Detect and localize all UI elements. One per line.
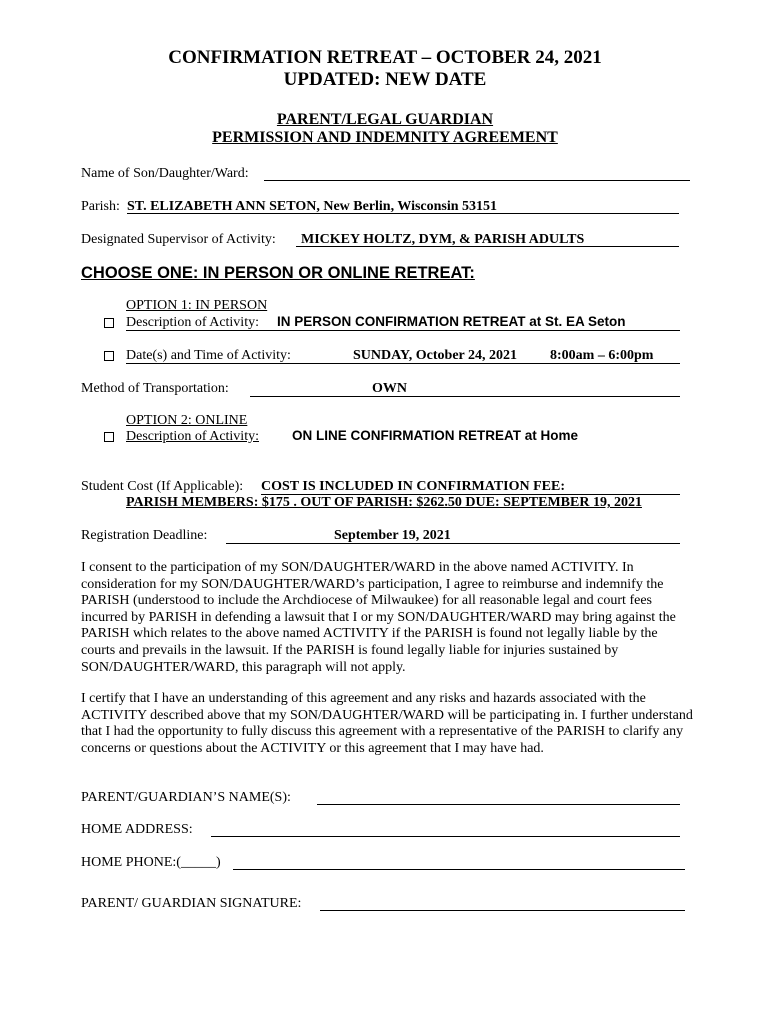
deadline-field <box>226 543 680 544</box>
home-phone-label: HOME PHONE:(_____) <box>81 855 221 870</box>
document-title: CONFIRMATION RETREAT – OCTOBER 24, 2021 <box>168 47 602 68</box>
option1-desc-label: Description of Activity: <box>126 315 259 330</box>
agreement-heading-line2: PERMISSION AND INDEMNITY AGREEMENT <box>212 129 558 146</box>
option2-desc-label: Description of Activity: <box>126 429 259 444</box>
consent-paragraph: I consent to the participation of my SON/DAUGHTER/WARD in the above named ACTIVITY. In consideration for my SON/DAUGHTER/WARD’s participation, I agree to reimburse and indemnify the PARISH (understood to include the Archdiocese of Milwaukee) for all reasonable legal and court fees incurred by PARISH in defending a lawsuit that I or my SON/DAUGHTER/WARD may bring against the PARISH which relates to the above named ACTIVITY if the PARISH is found not legally liable by the courts and prevails in the lawsuit. If the PARISH is found legally liable for injuries sustained by SON/DAUGHTER/WARD, this paragraph will not apply. <box>81 560 676 675</box>
cost-line2: PARISH MEMBERS: $175 . OUT OF PARISH: $262.50 DUE: SEPTEMBER 19, 2021 <box>126 495 642 510</box>
option1-heading: OPTION 1: IN PERSON <box>126 298 268 313</box>
signature-label: PARENT/ GUARDIAN SIGNATURE: <box>81 896 302 911</box>
option2-checkbox[interactable] <box>104 432 114 442</box>
signature-field[interactable] <box>320 910 685 911</box>
supervisor-label: Designated Supervisor of Activity: <box>81 232 276 247</box>
option1-date-value: SUNDAY, October 24, 2021 <box>353 348 517 363</box>
option1-desc-value: IN PERSON CONFIRMATION RETREAT at St. EA Seton <box>277 314 626 329</box>
parish-field[interactable] <box>127 213 679 214</box>
option1-checkbox[interactable] <box>104 318 114 328</box>
cost-value: COST IS INCLUDED IN CONFIRMATION FEE: <box>261 479 566 494</box>
transport-value: OWN <box>372 381 407 396</box>
guardian-names-field[interactable] <box>317 804 680 805</box>
deadline-value: September 19, 2021 <box>334 528 451 543</box>
name-label: Name of Son/Daughter/Ward: <box>81 166 249 181</box>
option1-date-label: Date(s) and Time of Activity: <box>126 348 291 363</box>
transport-field[interactable] <box>250 396 680 397</box>
parish-label: Parish: <box>81 199 120 214</box>
deadline-label: Registration Deadline: <box>81 528 208 543</box>
cost-label: Student Cost (If Applicable): <box>81 479 244 494</box>
document-subtitle: UPDATED: NEW DATE <box>283 69 487 90</box>
supervisor-field[interactable] <box>296 246 679 247</box>
supervisor-value: MICKEY HOLTZ, DYM, & PARISH ADULTS <box>301 232 585 247</box>
home-address-field[interactable] <box>211 836 680 837</box>
option1-time-value: 8:00am – 6:00pm <box>550 348 654 363</box>
choose-one-heading: CHOOSE ONE: IN PERSON OR ONLINE RETREAT: <box>81 264 475 282</box>
guardian-names-label: PARENT/GUARDIAN’S NAME(S): <box>81 790 291 805</box>
transport-label: Method of Transportation: <box>81 381 229 396</box>
option1-desc-field <box>126 330 680 331</box>
home-phone-field[interactable] <box>233 869 685 870</box>
name-field[interactable] <box>264 180 690 181</box>
home-address-label: HOME ADDRESS: <box>81 822 193 837</box>
certify-paragraph: I certify that I have an understanding of this agreement and any risks and hazards associated with the ACTIVITY described above that my SON/DAUGHTER/WARD will be participating in. I further understand that I had the opportunity to fully discuss this agreement with a representative of the PARISH to clarify any concerns or questions about the ACTIVITY or this agreement that I may have had. <box>81 691 693 756</box>
option2-desc-value: ON LINE CONFIRMATION RETREAT at Home <box>292 428 578 443</box>
parish-value: ST. ELIZABETH ANN SETON, New Berlin, Wisconsin 53151 <box>127 199 498 214</box>
option1-date-checkbox[interactable] <box>104 351 114 361</box>
option1-date-field <box>126 363 680 364</box>
option2-heading: OPTION 2: ONLINE <box>126 413 248 428</box>
agreement-heading-line1: PARENT/LEGAL GUARDIAN <box>276 111 494 128</box>
